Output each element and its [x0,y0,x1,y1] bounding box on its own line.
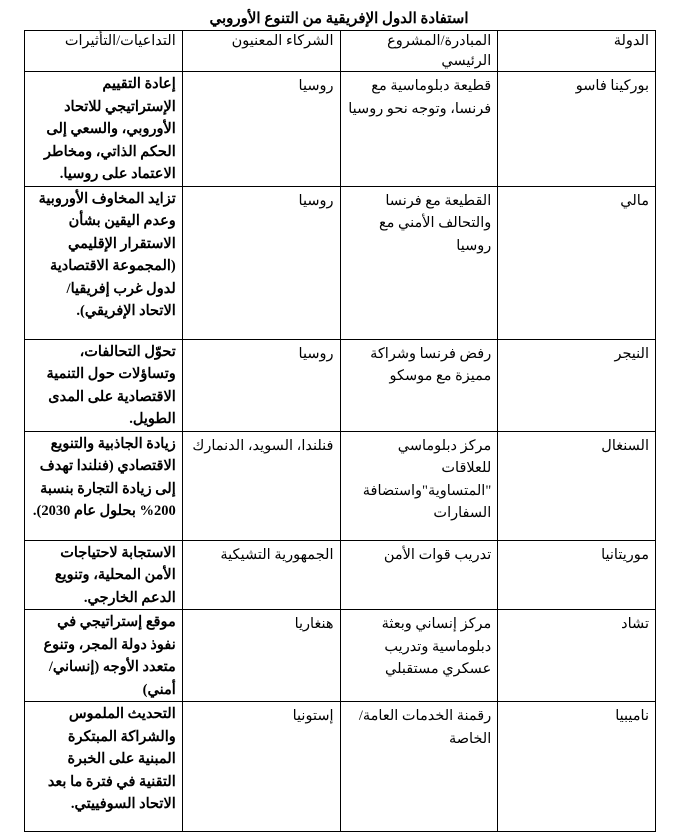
cell-initiative: القطيعة مع فرنسا والتحالف الأمني مع روسيا [340,186,498,339]
table-row [25,702,656,832]
header-impact: التداعيات/التأثيرات [25,31,183,72]
cell-initiative: قطيعة دبلوماسية مع فرنسا، وتوجه نحو روسيا [340,72,498,187]
cell-impact: التحديث الملموس والشراكة المبتكرة المبنية على الخبرة التقنية في فترة ما بعد الاتحاد السوفييتي. [25,702,183,832]
cell-country: مالي [498,186,656,339]
cell-initiative: رفض فرنسا وشراكة مميزة مع موسكو [340,339,498,431]
cell-country: السنغال [498,431,656,540]
cell-impact: موقع إستراتيجي في نفوذ دولة المجر، وتنوع متعدد الأوجه (إنساني/أمني) [25,610,183,702]
countries-table [24,30,656,832]
table-row [25,186,656,339]
cell-initiative: تدريب قوات الأمن [340,540,498,610]
table-header-row [25,31,656,72]
table-row [25,431,656,540]
cell-impact: زيادة الجاذبية والتنويع الاقتصادي (فنلندا تهدف إلى زيادة التجارة بنسبة 200% بحلول عام 2030). [25,431,183,540]
cell-initiative: مركز دبلوماسي للعلاقات "المتساوية"واستضافة السفارات [340,431,498,540]
table-row [25,610,656,702]
cell-partners: هنغاريا [182,610,340,702]
cell-impact: تزايد المخاوف الأوروبية وعدم اليقين بشأن الاستقرار الإقليمي (المجموعة الاقتصادية لدول غرب إفريقيا/الاتحاد الإفريقي). [25,186,183,339]
cell-partners: روسيا [182,72,340,187]
cell-partners: روسيا [182,339,340,431]
cell-impact: إعادة التقييم الإستراتيجي للاتحاد الأوروبي، والسعي إلى الحكم الذاتي، ومخاطر الاعتماد على روسيا. [25,72,183,187]
cell-impact: تحوّل التحالفات، وتساؤلات حول التنمية الاقتصادية على المدى الطويل. [25,339,183,431]
cell-partners: الجمهورية التشيكية [182,540,340,610]
header-partners: الشركاء المعنيون [182,31,340,72]
table-row [25,72,656,187]
cell-country: النيجر [498,339,656,431]
cell-country: تشاد [498,610,656,702]
cell-impact: الاستجابة لاحتياجات الأمن المحلية، وتنويع الدعم الخارجي. [25,540,183,610]
header-country: الدولة [498,31,656,72]
cell-partners: إستونيا [182,702,340,832]
cell-partners: روسيا [182,186,340,339]
table-row [25,339,656,431]
page-title: استفادة الدول الإفريقية من التنوع الأوروبي [209,11,469,27]
cell-country: ناميبيا [498,702,656,832]
header-initiative: المبادرة/المشروع الرئيسي [340,31,498,72]
cell-country: بوركينا فاسو [498,72,656,187]
cell-country: موريتانيا [498,540,656,610]
table-row [25,540,656,610]
cell-initiative: رقمنة الخدمات العامة/الخاصة [340,702,498,832]
cell-partners: فنلندا، السويد، الدنمارك [182,431,340,540]
cell-initiative: مركز إنساني وبعثة دبلوماسية وتدريب عسكري مستقبلي [340,610,498,702]
